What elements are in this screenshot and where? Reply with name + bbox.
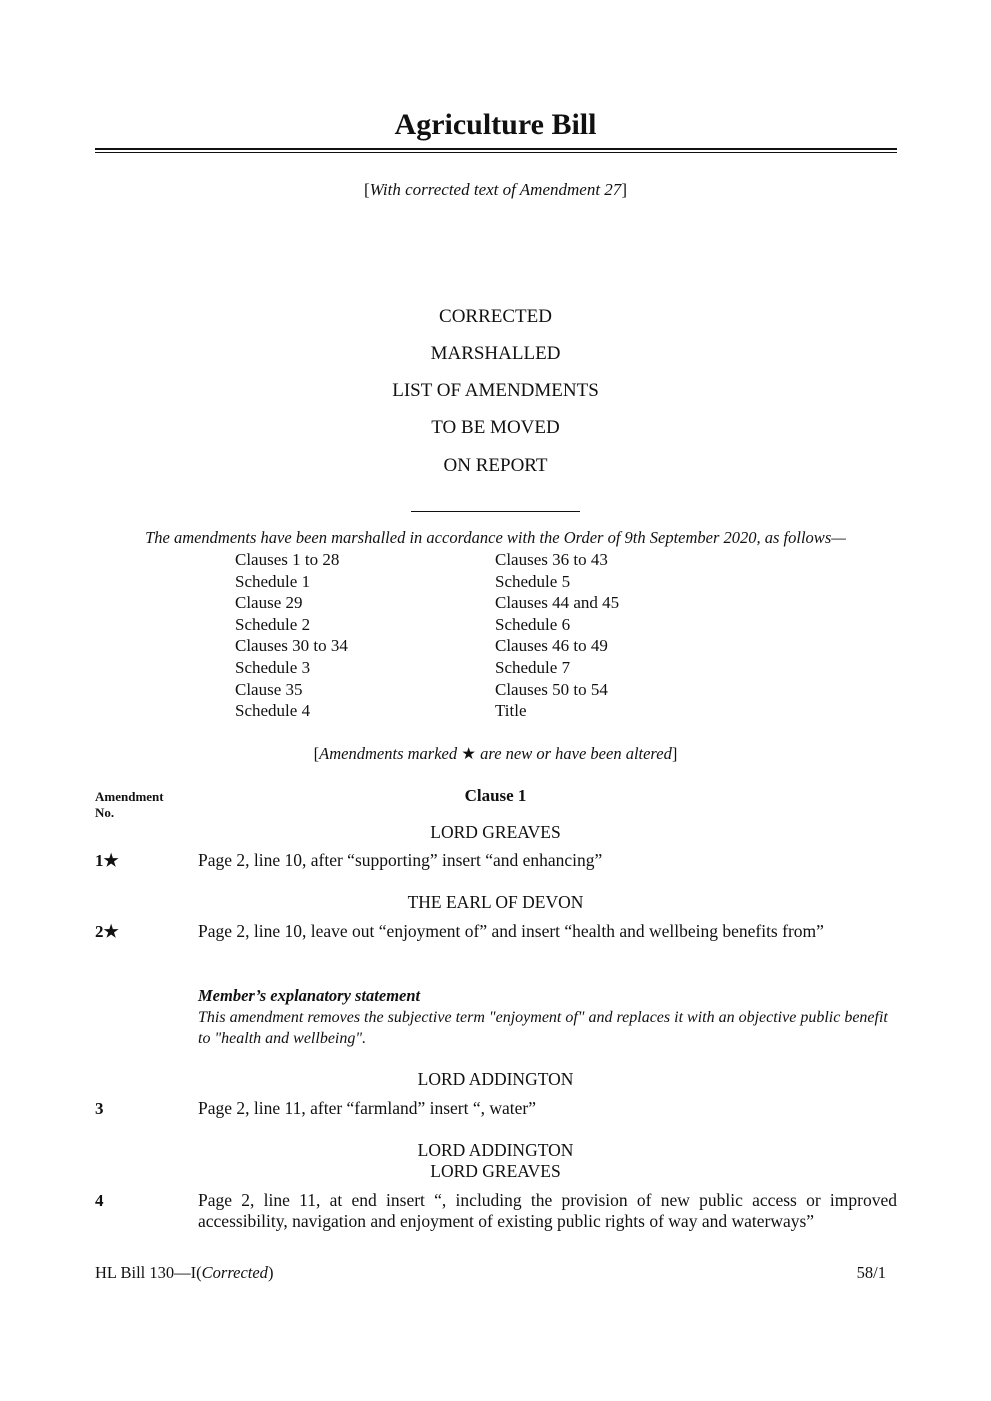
subtitle: [With corrected text of Amendment 27] — [364, 180, 627, 199]
amendment-number: 1★ — [95, 851, 119, 870]
order-item: Title — [495, 701, 527, 721]
footer-bill-ref-italic: Corrected — [201, 1263, 268, 1282]
footer-bill-reference — [95, 1263, 273, 1283]
explanatory-statement-title: Member’s explanatory statement — [198, 986, 421, 1005]
amendment-text: Page 2, line 10, after “supporting” insert “and enhancing” — [198, 850, 603, 870]
footer-bill-ref-close: ) — [267, 1263, 274, 1282]
member-name: LORD ADDINGTON — [417, 1069, 574, 1089]
order-item: Schedule 7 — [495, 657, 571, 677]
order-item: Clauses 50 to 54 — [495, 679, 608, 699]
amendment-label-line: Amendment — [95, 789, 164, 804]
star-icon: ★ — [461, 744, 477, 763]
explanatory-statement-text: This amendment removes the subjective term "enjoyment of" and replaces it with an objective public benefit to "health and wellbeing". — [198, 1009, 888, 1047]
order-item: Schedule 2 — [235, 614, 311, 634]
order-item: Clauses 1 to 28 — [235, 550, 340, 569]
order-item: Clause 29 — [235, 593, 303, 613]
footer-bill-ref: HL Bill 130—I( — [95, 1263, 202, 1282]
member-name: LORD ADDINGTON — [417, 1140, 574, 1160]
amendment-number: 3 — [95, 1099, 104, 1118]
title-rule-thin — [95, 152, 897, 153]
document-title: Agriculture Bill — [394, 108, 597, 141]
order-item: Clause 35 — [235, 679, 303, 699]
amendment-label-line: No. — [95, 805, 115, 820]
clause-heading: Clause 1 — [464, 786, 527, 805]
order-item: Schedule 3 — [235, 657, 311, 677]
marshal-intro: The amendments have been marshalled in accordance with the Order of 9th September 2020, as follows— — [145, 528, 846, 547]
order-item: Schedule 1 — [235, 571, 311, 591]
star-note: [Amendments marked ★ are new or have been altered] — [313, 744, 678, 763]
amendment-text: Page 2, line 11, at end insert “, including the provision of new public access or improved accessibility, navigation and enjoyment of existing public rights of way and waterways” — [198, 1190, 897, 1231]
heading-line-corrected: CORRECTED — [439, 306, 552, 327]
order-column-left — [235, 549, 348, 722]
order-item: Clauses 44 and 45 — [495, 593, 620, 613]
heading-line-on-report: ON REPORT — [443, 455, 548, 476]
subtitle-text: With corrected text of Amendment 27 — [369, 180, 622, 199]
member-name: LORD GREAVES — [430, 822, 561, 842]
order-item: Schedule 5 — [495, 571, 571, 591]
heading-line-marshalled: MARSHALLED — [430, 343, 561, 364]
order-item: Schedule 6 — [495, 614, 571, 634]
heading-line-to-be-moved: TO BE MOVED — [431, 417, 560, 438]
footer-page-reference: 58/1 — [856, 1263, 886, 1282]
order-item: Clauses 30 to 34 — [235, 636, 348, 656]
order-item: Clauses 46 to 49 — [495, 636, 608, 656]
amendment-text: Page 2, line 10, leave out “enjoyment of” and insert “health and wellbeing benefits from” — [198, 921, 824, 941]
member-name: LORD GREAVES — [430, 1161, 561, 1181]
amendment-number: 4 — [95, 1191, 104, 1210]
heading-line-list-of-amendments: LIST OF AMENDMENTS — [392, 380, 599, 401]
member-name: THE EARL OF DEVON — [407, 892, 584, 912]
star-note-post: are new or have been altered — [480, 744, 672, 763]
order-item: Clauses 36 to 43 — [495, 550, 608, 569]
amendment-text: Page 2, line 11, after “farmland” insert “, water” — [198, 1098, 537, 1118]
star-note-pre: Amendments marked — [319, 744, 458, 763]
section-divider — [411, 511, 580, 512]
amendment-number: 2★ — [95, 922, 119, 941]
order-column-right — [495, 549, 619, 722]
order-item: Schedule 4 — [235, 701, 311, 721]
title-rule-thick — [95, 148, 897, 150]
